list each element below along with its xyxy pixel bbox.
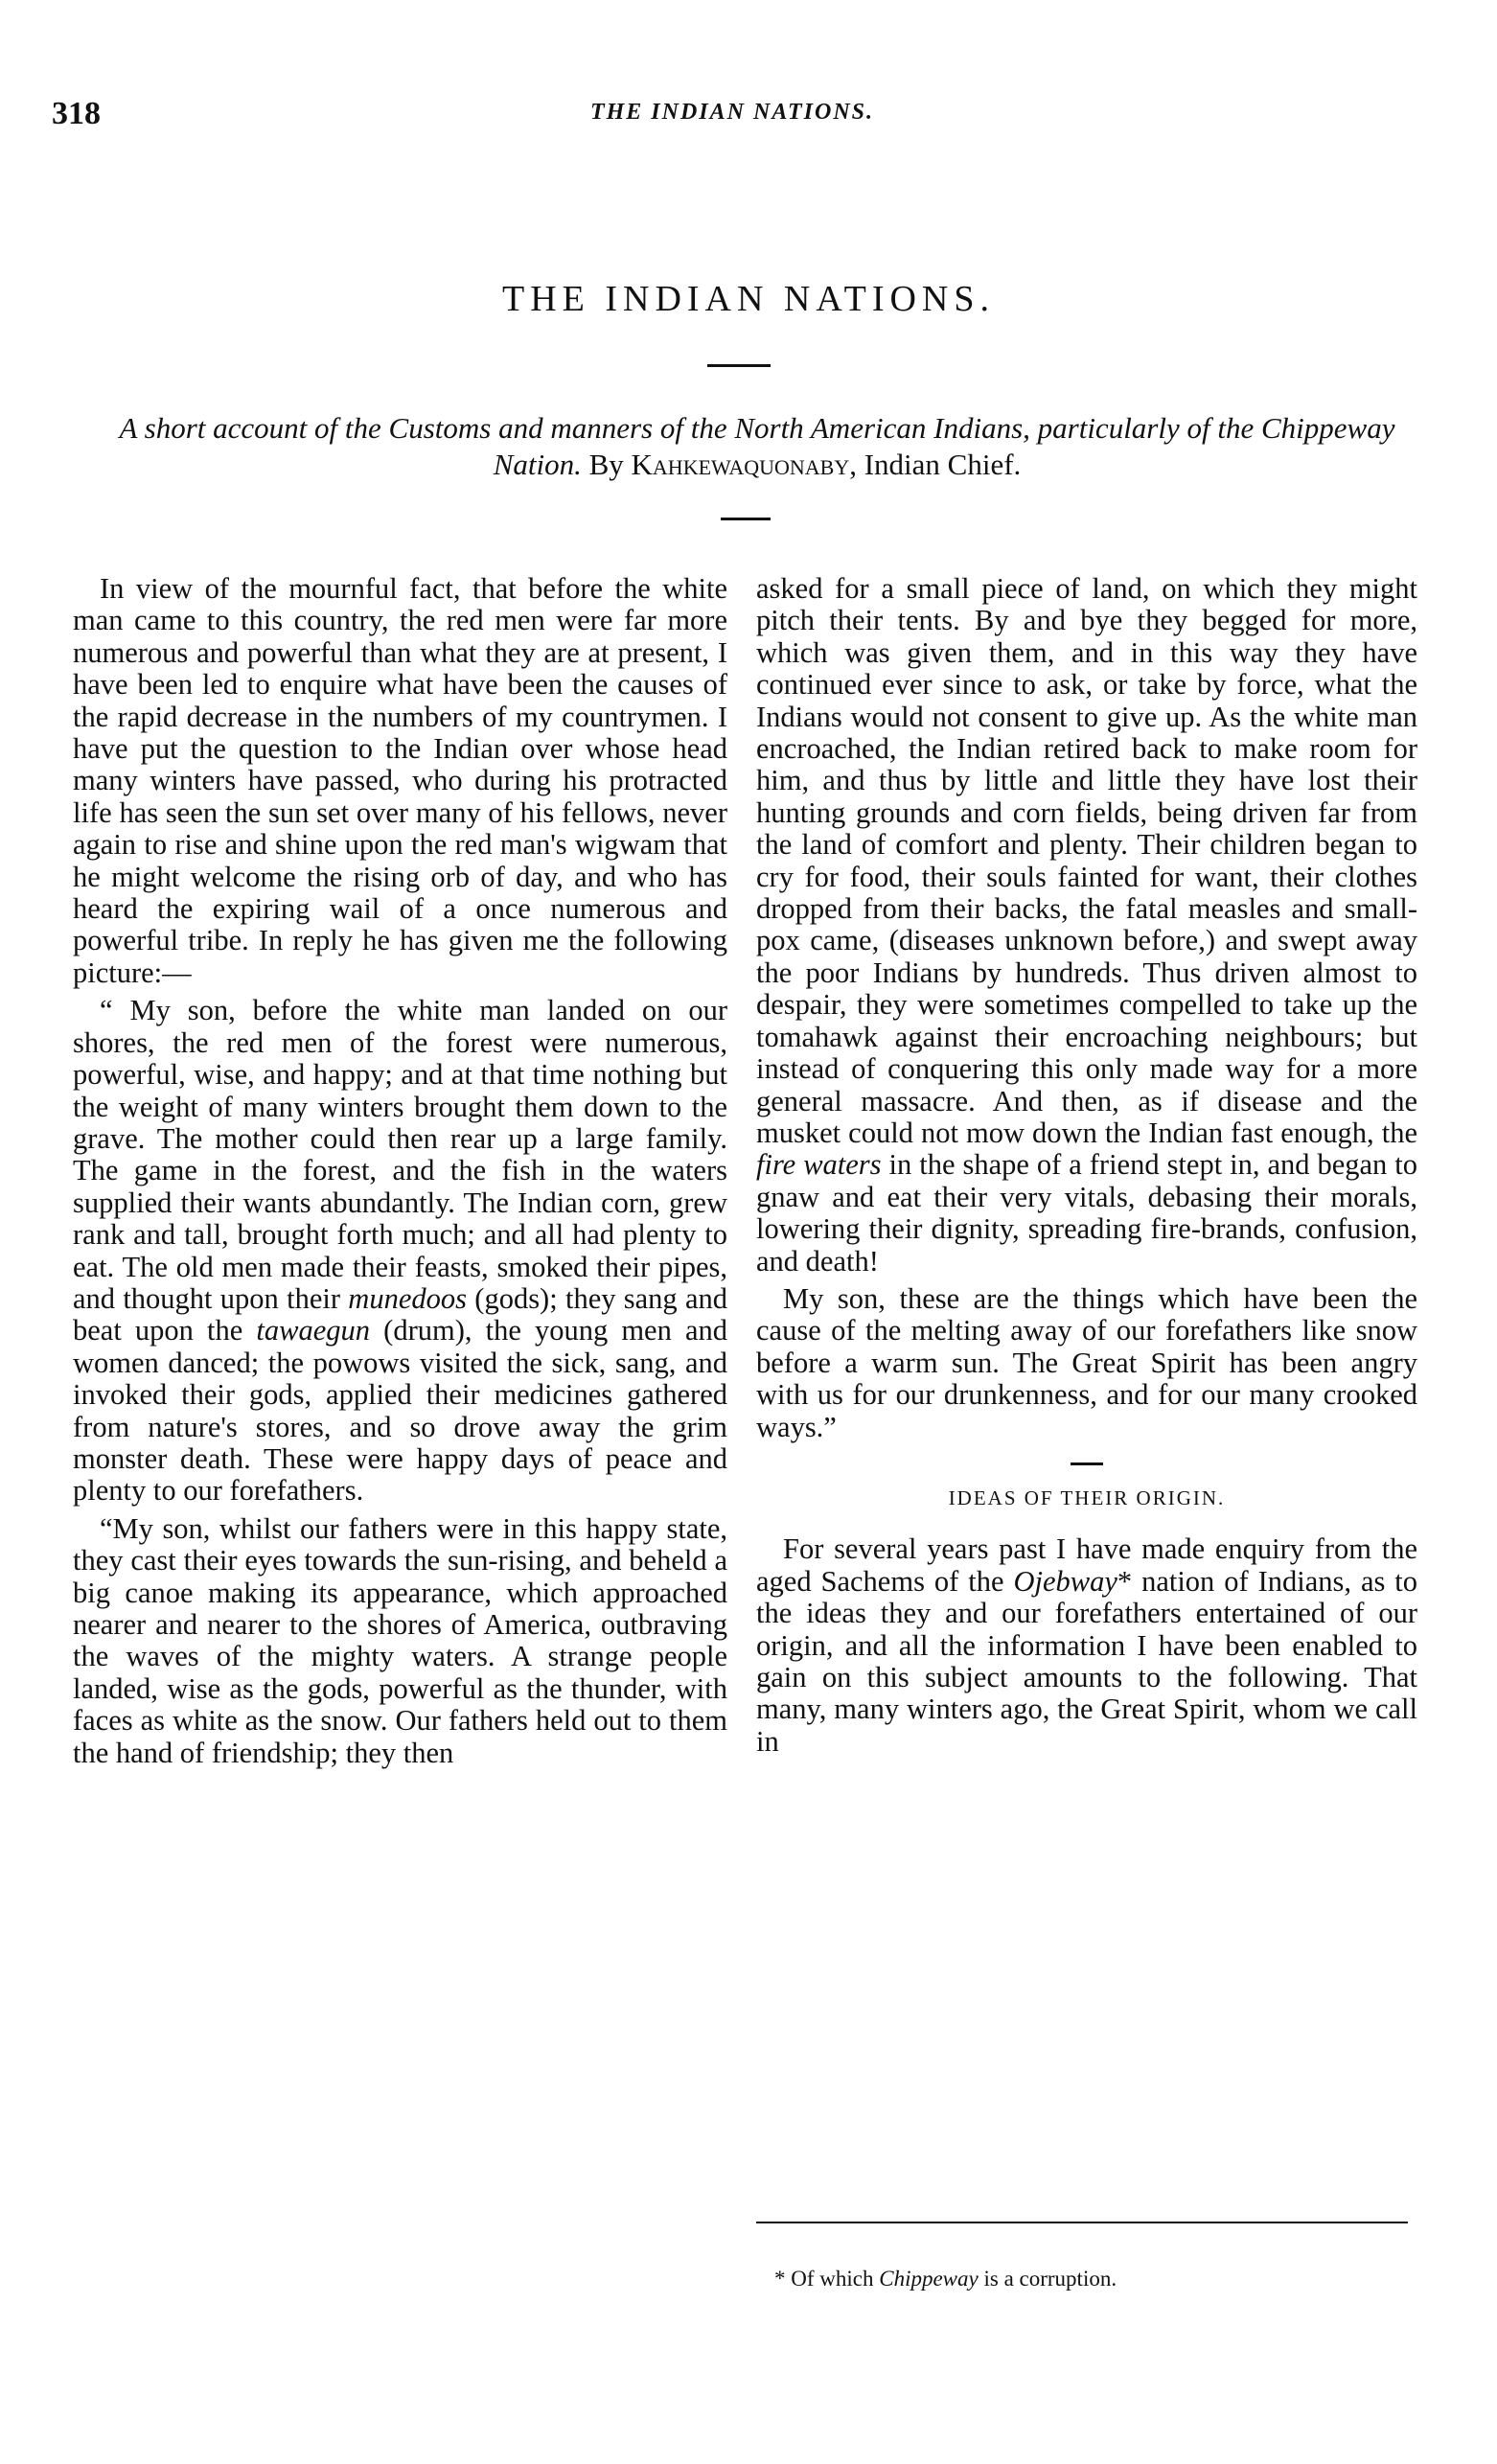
footnote-text: Of which	[791, 2267, 874, 2291]
paragraph	[756, 1533, 1417, 1758]
left-column	[73, 573, 727, 1775]
text-run: nation of Indians, as to the ideas they and our forefathers entertained of our origin, and all the information I have been enabled to gain on this subject amounts to the following. That many, many winters ago, the Great Spirit, whom we call in	[756, 1564, 1418, 1758]
paragraph: In view of the mournful fact, that before the white man came to this country, the red men were far more numerous and powerful than what they are at present, I have been led to enquire what have been the causes of the rapid decrease in the numbers of my countrymen. I have put the question to the Indian over whose head many winters have passed, who during his protracted life has seen the sun set over many of his fellows, never again to rise and shine upon the red man's wigwam that he might welcome the rising orb of day, and who has heard the expiring wail of a once numerous and powerful tribe. In reply he has given me the following picture:—	[73, 572, 727, 989]
text-run: “ My son, before the white man landed on our shores, the red men of the forest were numerous, powerful, wise, and happy; and at that time nothing but the weight of many winters brought them down to the grave. The mother could then rear up a large family. The game in the forest, and the fish in the waters supplied their wants abundantly. The Indian corn, grew rank and tall, brought forth much; and all had plenty to eat. The old men made their feasts, smoked their pipes, and thought upon their	[73, 994, 727, 1315]
italic-term: Ojebway	[1013, 1564, 1117, 1598]
section-heading: IDEAS OF THEIR ORIGIN.	[948, 1485, 1226, 1509]
footnote-rule	[756, 2222, 1408, 2223]
article-title: THE INDIAN NATIONS.	[501, 279, 995, 319]
footnote	[774, 2267, 1117, 2291]
paragraph	[73, 995, 727, 1508]
footnote-marker: *	[1117, 1564, 1133, 1598]
running-title: THE INDIAN NATIONS.	[589, 100, 875, 125]
text-run: in the shape of a friend stept in, and began to gnaw and eat their very vitals, debasing their morals, lowering their dignity, spreading fire-brands, confusion, and death!	[756, 1148, 1417, 1278]
article-subtitle	[77, 410, 1438, 483]
footnote-text: is a corruption.	[983, 2267, 1117, 2291]
title-rule	[707, 364, 771, 367]
subtitle-italic: A short account of the Customs and manners of the North American Indians, particularly of the Chippeway Nation.	[119, 411, 1395, 481]
right-column	[756, 573, 1417, 1763]
text-run: asked for a small piece of land, on which they might pitch their tents. By and bye they begged for more, which was given them, and in this way they have continued ever since to ask, or take by force, what the Indians would not consent to give up. As the white man encroached, the Indian retired back to make room for him, and thus by little and little they have lost their hunting grounds and corn fields, being driven far from the land of comfort and plenty. Their children began to cry for food, their souls fainted for want, their clothes dropped from their backs, the fatal measles and small-pox came, (diseases unknown before,) and swept away the poor Indians by hundreds. Thus driven almost to despair, they were sometimes compelled to take up the tomahawk against their encroaching neighbours; but instead of conquering this only made way for a more general massacre. And then, as if disease and the musket could not mow down the Indian fast enough, the	[756, 572, 1417, 1149]
paragraph: My son, these are the things which have been the cause of the melting away of our forefathers like snow before a warm sun. The Great Spirit has been angry with us for our drunkenness, and for our many crooked ways.”	[756, 1281, 1417, 1443]
author-role: , Indian Chief.	[849, 448, 1022, 481]
section-divider	[1071, 1462, 1103, 1465]
text-run: (gods); they sang and beat upon the	[73, 1281, 728, 1347]
paragraph	[756, 573, 1417, 1278]
subtitle-by: By	[588, 448, 624, 481]
italic-term: fire waters	[756, 1148, 882, 1182]
running-head	[52, 96, 1413, 134]
footnote-marker: *	[774, 2267, 786, 2291]
italic-term: tawaegun	[256, 1314, 371, 1347]
paragraph: “My son, whilst our fathers were in this happy state, they cast their eyes towards the sun-rising, and beheld a big canoe making its appearance, which approached nearer and nearer to the shores of America, outbraving the waves of the mighty waters. A strange people landed, wise as the gods, powerful as the thunder, with faces as white as the snow. Our fathers held out to them the hand of friendship; they then	[73, 1511, 727, 1769]
page-number: 318	[52, 96, 101, 131]
footnote-term: Chippeway	[879, 2267, 979, 2291]
subtitle-rule	[721, 518, 771, 520]
author-name: Kahkewaquonaby	[631, 448, 850, 481]
italic-term: munedoos	[348, 1281, 467, 1315]
text-run: For several years past I have made enquiry from the aged Sachems of the	[756, 1532, 1417, 1598]
text-run: (drum), the young men and women danced; the powows visited the sick, sang, and invoked their gods, applied their medicines gathered from nature's stores, and so drove away the grim monster death. These were happy days of peace and plenty to our forefathers.	[73, 1314, 728, 1508]
